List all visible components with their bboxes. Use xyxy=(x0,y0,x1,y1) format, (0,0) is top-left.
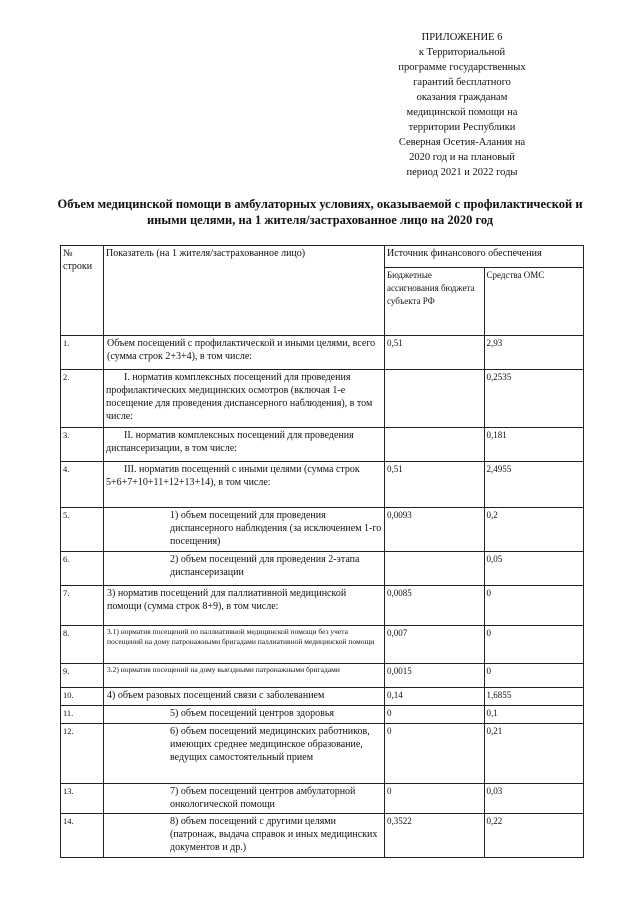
row-budget: 0,14 xyxy=(385,688,485,706)
row-indicator: 6) объем посещений медицинских работников, имеющих среднее медицинское образование, ведущих самостоятельный прием xyxy=(104,724,385,784)
appendix-line: к Территориальной xyxy=(418,47,506,58)
row-num: 2. xyxy=(61,370,104,428)
row-budget xyxy=(385,370,485,428)
row-num: 1. xyxy=(61,336,104,370)
header-indicator: Показатель (на 1 жителя/застрахованное лицо) xyxy=(104,246,385,336)
row-num: 5. xyxy=(61,508,104,552)
appendix-line: ПРИЛОЖЕНИЕ 6 xyxy=(421,32,503,43)
row-indicator: 2) объем посещений для проведения 2-этапа диспансеризации xyxy=(104,552,385,586)
row-num: 4. xyxy=(61,462,104,508)
row-indicator: 1) объем посещений для проведения диспансерного наблюдения (за исключением 1-го посещения) xyxy=(104,508,385,552)
table-row xyxy=(61,688,584,706)
appendix-block xyxy=(368,30,556,180)
row-budget: 0 xyxy=(385,784,485,814)
row-budget: 0,51 xyxy=(385,336,485,370)
appendix-line: гарантий бесплатного xyxy=(413,77,511,88)
row-budget: 0 xyxy=(385,724,485,784)
header-oms: Средства ОМС xyxy=(484,268,584,336)
row-oms: 0,1 xyxy=(484,706,584,724)
table-row xyxy=(61,626,584,664)
row-oms: 1,6855 xyxy=(484,688,584,706)
row-budget: 0,0085 xyxy=(385,586,485,626)
table-row xyxy=(61,428,584,462)
appendix-line: медицинской помощи на xyxy=(406,107,518,118)
row-oms: 0,181 xyxy=(484,428,584,462)
row-num: 14. xyxy=(61,814,104,858)
row-budget xyxy=(385,552,485,586)
table-row xyxy=(61,784,584,814)
row-oms: 2,93 xyxy=(484,336,584,370)
header-budget: Бюджетные ассигнования бюджета субъекта РФ xyxy=(385,268,485,336)
row-oms: 0,21 xyxy=(484,724,584,784)
row-oms: 0 xyxy=(484,664,584,688)
appendix-line: 2020 год и на плановый xyxy=(409,152,515,163)
row-indicator: I. норматив комплексных посещений для проведения профилактических медицинских осмотров (включая 1-е посещение для проведения диспансерного наблюдения), в том числе: xyxy=(104,370,385,428)
row-num: 11. xyxy=(61,706,104,724)
row-num: 7. xyxy=(61,586,104,626)
row-budget: 0,51 xyxy=(385,462,485,508)
table-row xyxy=(61,508,584,552)
table-row xyxy=(61,336,584,370)
table-row xyxy=(61,706,584,724)
row-oms: 2,4955 xyxy=(484,462,584,508)
row-oms: 0,2535 xyxy=(484,370,584,428)
table-row xyxy=(61,724,584,784)
table-row xyxy=(61,664,584,688)
row-budget: 0,3522 xyxy=(385,814,485,858)
row-oms: 0,03 xyxy=(484,784,584,814)
row-num: 8. xyxy=(61,626,104,664)
table-row xyxy=(61,552,584,586)
volume-table xyxy=(60,245,584,858)
row-budget: 0 xyxy=(385,706,485,724)
row-budget: 0,007 xyxy=(385,626,485,664)
table-row xyxy=(61,462,584,508)
appendix-line: оказания гражданам xyxy=(416,92,508,103)
row-num: 9. xyxy=(61,664,104,688)
header-source: Источник финансового обеспечения xyxy=(385,246,584,268)
row-num: 12. xyxy=(61,724,104,784)
header-num: № строки xyxy=(61,246,104,336)
table-row xyxy=(61,370,584,428)
table-row xyxy=(61,586,584,626)
row-oms: 0,22 xyxy=(484,814,584,858)
row-budget: 0,0093 xyxy=(385,508,485,552)
appendix-line: период 2021 и 2022 годы xyxy=(406,167,518,178)
document-title: Объем медицинской помощи в амбулаторных условиях, оказываемой с профилактической и иными целями, на 1 жителя/застрахованное лицо на 2020 год xyxy=(57,197,583,227)
row-indicator: 3) норматив посещений для паллиативной медицинской помощи (сумма строк 8+9), в том числе: xyxy=(104,586,385,626)
row-budget: 0,0015 xyxy=(385,664,485,688)
row-num: 6. xyxy=(61,552,104,586)
appendix-line: программе государственных xyxy=(398,62,526,73)
row-indicator: 8) объем посещений с другими целями (патронаж, выдача справок и иных медицинских документов и др.) xyxy=(104,814,385,858)
row-indicator: 4) объем разовых посещений связи с заболеванием xyxy=(104,688,385,706)
row-indicator: Объем посещений с профилактической и иными целями, всего (сумма строк 2+3+4), в том числе: xyxy=(104,336,385,370)
row-oms: 0 xyxy=(484,586,584,626)
row-oms: 0,2 xyxy=(484,508,584,552)
row-oms: 0 xyxy=(484,626,584,664)
table-row xyxy=(61,814,584,858)
row-indicator: 5) объем посещений центров здоровья xyxy=(104,706,385,724)
row-num: 10. xyxy=(61,688,104,706)
row-indicator: II. норматив комплексных посещений для проведения диспансеризации, в том числе: xyxy=(104,428,385,462)
row-num: 3. xyxy=(61,428,104,462)
row-num: 13. xyxy=(61,784,104,814)
appendix-line: Северная Осетия-Алания на xyxy=(398,137,526,148)
row-budget xyxy=(385,428,485,462)
row-indicator: 3.1) норматив посещений по паллиативной медицинской помощи без учета посещений на дому патронажными бригадами паллиативной медицинской помощи xyxy=(104,626,385,664)
appendix-line: территории Республики xyxy=(408,122,516,133)
row-indicator: 3.2) норматив посещений на дому выездными патронажными бригадами xyxy=(104,664,385,688)
row-indicator: III. норматив посещений с иными целями (сумма строк 5+6+7+10+11+12+13+14), в том числе: xyxy=(104,462,385,508)
row-oms: 0,05 xyxy=(484,552,584,586)
row-indicator: 7) объем посещений центров амбулаторной онкологической помощи xyxy=(104,784,385,814)
